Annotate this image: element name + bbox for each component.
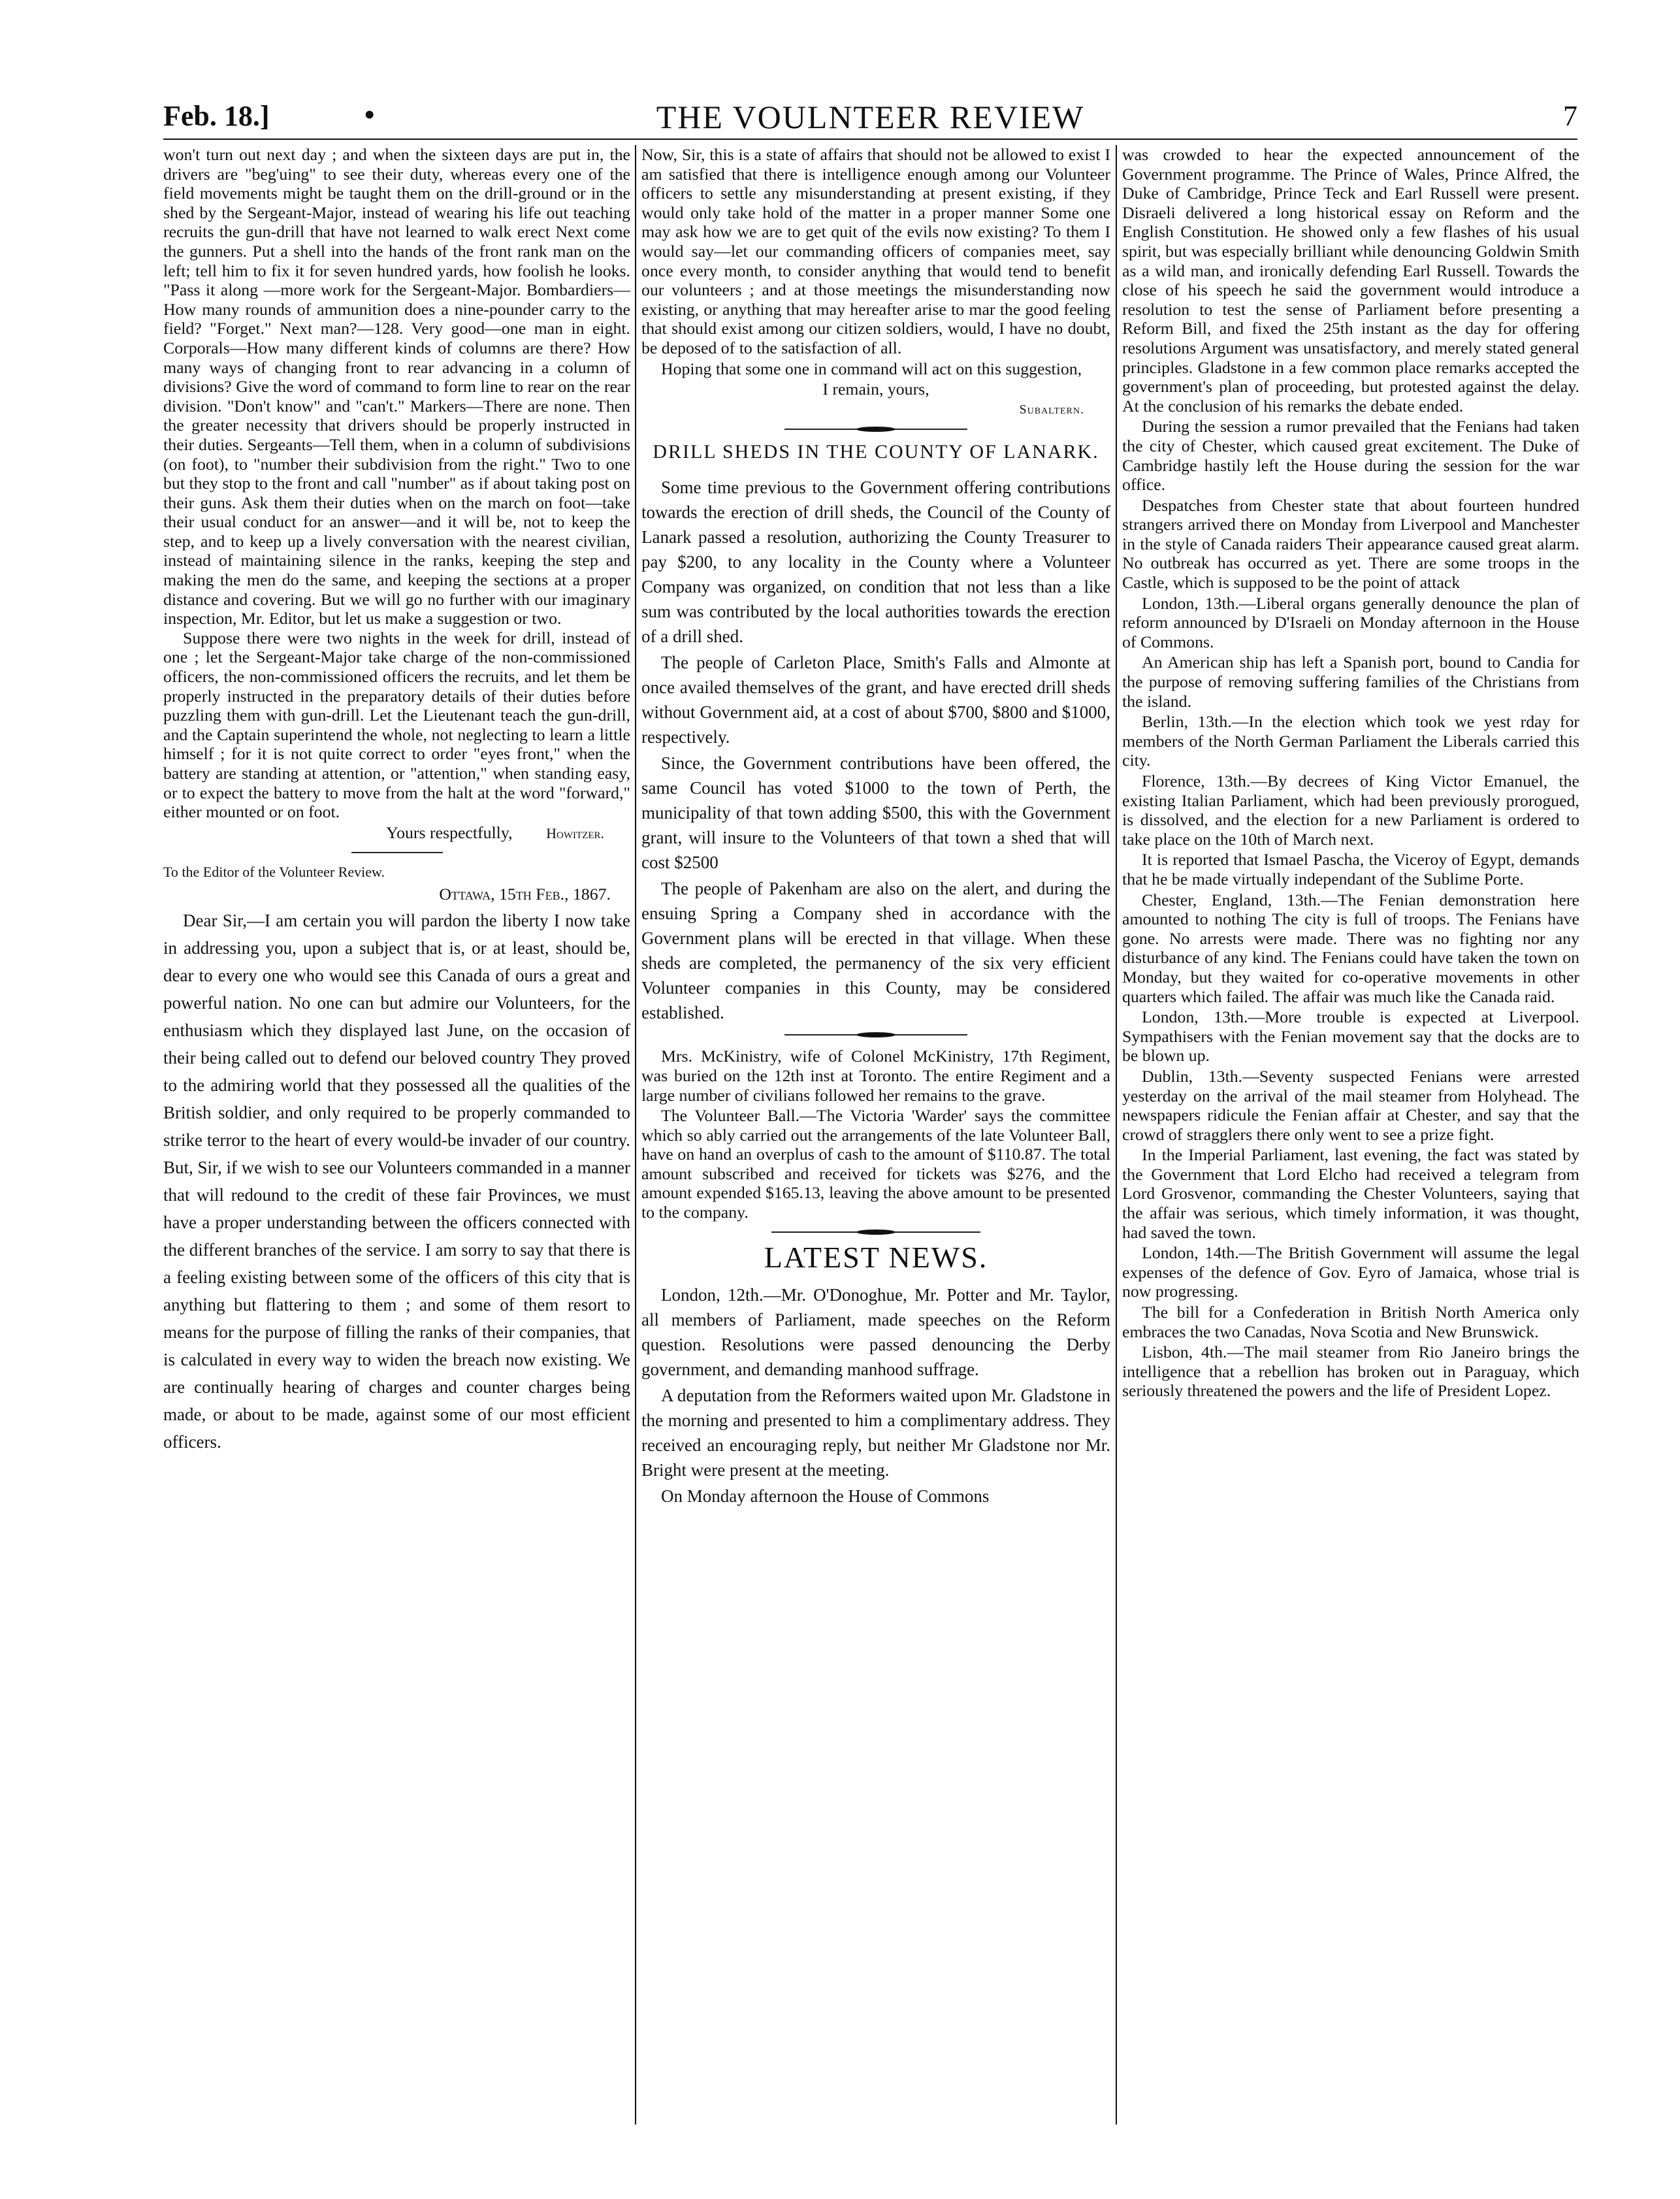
paragraph: Florence, 13th.—By decrees of King Victor Emanuel, the existing Italian Parliament, which had been previously prorogued, is dissolved, and the election for a new Parliament is ordered to take place on the 10th of March next. xyxy=(1122,772,1579,849)
paragraph: was crowded to hear the expected announcement of the Government programme. The Prince of Wales, Prince Alfred, the Duke of Cambridge, Prince Teck and Earl Russell were present. Disraeli delivered a long historical essay on Reform and the English Constitution. He showed only a few flashes of his usual spirit, but was especially brilliant while denouncing Goldwin Smith as a wild man, and ironically defending Earl Russell. Towards the close of his speech he said the government would introduce a resolution to test the sense of Parliament before presenting a Reform Bill, and fixed the 25th instant as the day for offering resolutions Argument was unsatisfactory, and merely stated general principles. Gladstone in a few common place remarks accepted the government's plan of proceeding, but protested against the delay. At the conclusion of his remarks the debate ended. xyxy=(1122,145,1579,415)
paragraph: During the session a rumor prevailed that the Fenians had taken the city of Chester, which caused great excitement. The Duke of Cambridge hastily left the House during the session for the war office. xyxy=(1122,417,1579,495)
paragraph: London, 14th.—The British Government will assume the legal expenses of the defence of Gov. Eyro of Jamaica, whose trial is now progressing. xyxy=(1122,1243,1579,1301)
paragraph: Hoping that some one in command will act on this suggestion, xyxy=(661,359,1082,378)
paragraph: London, 12th.—Mr. O'Donoghue, Mr. Potter and Mr. Taylor, all members of Parliament, made speeches on the Reform question. Resolutions were passed denouncing the Derby government, and demanding manhood suffrage. xyxy=(641,1285,1110,1380)
column-1 xyxy=(163,145,630,2125)
paragraph: London, 13th.—Liberal organs generally denounce the plan of reform announced by D'Israeli on Monday afternoon in the House of Commons. xyxy=(1122,593,1579,651)
page-number: 7 xyxy=(1563,100,1577,132)
section-separator xyxy=(771,1231,980,1235)
letter-signature: Howitzer. xyxy=(546,824,604,841)
separator-ornament-icon xyxy=(856,427,896,432)
section-separator xyxy=(784,1034,967,1037)
paragraph: Now, Sir, this is a state of affairs that should not be allowed to exist I am satisfied that there is intelligence enough among our Volunteer officers to settle any misunderstanding at present existing, if they would only take hold of the matter in a proper manner Some one may ask how we are to get quit of the evils now existing? To them I would say—let our commanding officers of companies meet, say once every month, to consider anything that would tend to benefit our volunteers ; and at those meetings the misunderstanding now existing, or anything that may hereafter arise to mar the good feeling that should exist among our citizen soldiers, would, I have no doubt, be deposed of to the satisfaction of all. xyxy=(641,145,1110,357)
column-3 xyxy=(1122,145,1579,2125)
separator-ornament-icon xyxy=(856,1032,896,1037)
letter-dateline: Ottawa, 15th Feb., 1867. xyxy=(439,884,611,904)
paragraph: won't turn out next day ; and when the sixteen days are put in, the drivers are "beg'uing" to see their duty, whereas every one of the field movements might be taught them on the drill-ground or in the shed by the Sergeant-Major, instead of wearing his life out teaching recruits the gun-drill that have not learned to walk erect Next come the gunners. Put a shell into the hands of the front rank man on the left; tell him to fix it for seven hundred yards, how foolish he looks. "Pass it along —more work for the Sergeant-Major. Bombardiers—How many rounds of ammunition does a nine-pounder carry to the field? "Forget." Next man?—128. Very good—one man in eight. Corporals—How many different kinds of columns are there? How many ways of changing front to rear advancing in a column of divisions? Give the word of command to form line to rear on the rear division. "Don't know" and "can't." Markers—There are none. Then the greater necessity that drivers should be properly instructed in their duties. Sergeants—Tell them, when in a column of subdivisions (on foot), to "number their subdivision from the right." Two to one but they stop to the front and call "number" as if about taking post on their guns. Ask them their duties when on the march on foot—take their usual conduct for an answer—and it will be, not to keep the step, and to keep up a lively conversation with the nearest civilian, instead of maintaining silence in the ranks, keeping the step and making the men do the same, and keeping the sections at a proper distance and covering. But we will go no further with our imaginary inspection, Mr. Editor, but let us make a suggestion or two. xyxy=(163,145,630,628)
paragraph: The bill for a Confederation in British North America only embraces the two Canadas, Nova Scotia and New Brunswick. xyxy=(1122,1303,1579,1341)
column-2 xyxy=(641,145,1110,2125)
paragraph: The people of Carleton Place, Smith's Falls and Almonte at once availed themselves of the grant, and have erected drill sheds without Government aid, at a cost of about $700, $800 and $1000, respectively. xyxy=(641,653,1110,747)
paragraph: Some time previous to the Government offering contributions towards the erection of drill sheds, the Council of the County of Lanark passed a resolution, authorizing the County Treasurer to pay $200, to any locality in the County where a Volunteer Company was organized, on condition that not less than a like sum was contributed by the local authorities towards the erection of a drill shed. xyxy=(641,478,1110,647)
paragraph: Lisbon, 4th.—The mail steamer from Rio Janeiro brings the intelligence that a rebellion has broken out in Paraguay, which seriously threatened the powers and the life of President Lopez. xyxy=(1122,1343,1579,1401)
page-header xyxy=(163,98,1577,138)
paragraph: It is reported that Ismael Pascha, the Viceroy of Egypt, demands that he be made virtually independant of the Sublime Porte. xyxy=(1122,850,1579,888)
paragraph: Dublin, 13th.—Seventy suspected Fenians were arrested yesterday on the arrival of the mail steamer from Holyhead. The newspapers ridicule the Fenian affair at Chester, and say that the crowd of stragglers there only went to see a prize fight. xyxy=(1122,1066,1579,1144)
paragraph: The people of Pakenham are also on the alert, and during the ensuing Spring a Company shed in accordance with the Government plans will be erected in that village. When these sheds are completed, the permanency of the six very efficient Volunteer companies in this County, may be considered established. xyxy=(641,879,1110,1023)
paragraph: In the Imperial Parliament, last evening, the fact was stated by the Government that Lord Elcho had received a telegram from Lord Grosvenor, commanding the Chester Volunteers, saying that the affair was serious, which timely information, it was thought, had saved the town. xyxy=(1122,1145,1579,1242)
column-rule-1 xyxy=(635,145,636,2125)
paragraph: Suppose there were two nights in the week for drill, instead of one ; let the Sergeant-Major take charge of the non-commissioned officers, the non-commissioned officers the recruits, and let them be properly instructed in the preparatory details of their duties before puzzling them with gun-drill. Let the Lieutenant teach the gun-drill, and the Captain superintend the whole, not neglecting to learn a little himself ; for it is not quite correct to order "eyes front," when the battery are standing at attention, or "attention," when standing easy, or to expect the battery to move from the halt at the word "forward," either mounted or on foot. xyxy=(163,628,630,822)
paragraph: On Monday afternoon the House of Commons xyxy=(661,1486,990,1507)
article-heading: DRILL SHEDS IN THE COUNTY OF LANARK. xyxy=(653,441,1099,463)
paragraph: Berlin, 13th.—In the election which took we yest rday for members of the North German Parliament the Liberals carried this city. xyxy=(1122,712,1579,770)
separator-ornament-icon xyxy=(856,1230,896,1235)
paragraph: An American ship has left a Spanish port, bound to Candia for the purpose of removing suffering families of the Christians from the island. xyxy=(1122,653,1579,711)
header-rule xyxy=(163,138,1577,140)
sign-off-text: Yours respectfully, xyxy=(386,823,513,842)
paragraph: Despatches from Chester state that about fourteen hundred strangers arrived there on Monday from Liverpool and Manchester in the style of Canada raiders Their appearance caused great alarm. No outbreak has occurred as yet. There are some troops in the Castle, which is supposed to be the point of attack xyxy=(1122,495,1579,593)
letter-signature: Subaltern. xyxy=(1019,402,1084,417)
letter-closing: I remain, yours, xyxy=(822,380,929,399)
paragraph: The Volunteer Ball.—The Victoria 'Warder' says the committee which so ably carried out the arrangements of the late Volunteer Ball, have on hand an overplus of cash to the amount of $110.87. The total amount subscribed and received for tickets was $276, and the amount expended $165.13, leaving the above amount to be presented to the company. xyxy=(641,1106,1110,1222)
section-separator xyxy=(351,852,443,853)
paragraph: London, 13th.—More trouble is expected at Liverpool. Sympathisers with the Fenian movement say that the docks are to be blown up. xyxy=(1122,1007,1579,1066)
section-separator xyxy=(784,429,967,432)
paragraph: Chester, England, 13th.—The Fenian demonstration here amounted to nothing The city is full of troops. The Fenians have gone. No arrests were made. There was no fighting nor any disturbance of any kind. The Fenians could have taken the town on Monday, but they waited for co-operative movements in other quarters which failed. The affair was much like the Canada raid. xyxy=(1122,890,1579,1006)
publication-title: THE VOULNTEER REVIEW xyxy=(656,99,1085,135)
header-ornament: • xyxy=(364,99,375,131)
paragraph: Dear Sir,—I am certain you will pardon the liberty I now take in addressing you, upon a subject that is, or at least, should be, dear to every one who would see this Canada of ours a great and powerful nation. No one can but admire our Volunteers, for the enthusiasm which they displayed last June, on the occasion of their being called out to defend our beloved country They proved to the admiring world that they possessed all the qualities of the British soldier, and only required to be properly commanded to strike terror to the heart of every would-be invader of our country. But, Sir, if we wish to see our Volunteers commanded in a manner that will redound to the credit of these fair Provinces, we must have a proper understanding between the officers connected with the different branches of the service. I am sorry to say that there is a feeling existing between some of the officers of this city that is anything but flattering to them ; and some of them resort to means for the purpose of filling the ranks of their companies, that is calculated in every way to widen the breach now existing. We are continually hearing of charges and counter charges being made, or about to be made, against some of our most efficient officers. xyxy=(163,910,630,1452)
paragraph: Since, the Government contributions have been offered, the same Council has voted $1000 to the town of Perth, the municipality of that town adding $500, this with the Government grant, will insure to the Volunteers of that town a shed that will cost $2500 xyxy=(641,753,1110,873)
letter-addressee: To the Editor of the Volunteer Review. xyxy=(163,864,385,881)
paragraph: Mrs. McKinistry, wife of Colonel McKinistry, 17th Regiment, was buried on the 12th inst at Toronto. The entire Regiment and a large number of civilians followed her remains to the grave. xyxy=(641,1047,1110,1105)
letter-sign-off xyxy=(163,823,630,843)
issue-date: Feb. 18.] xyxy=(163,100,270,132)
paragraph: A deputation from the Reformers waited upon Mr. Gladstone in the morning and presented to him a complimentary address. They received an encouraging reply, but neither Mr Gladstone nor Mr. Bright were present at the meeting. xyxy=(641,1386,1110,1480)
latest-news-heading: LATEST NEWS. xyxy=(764,1240,988,1274)
column-rule-2 xyxy=(1116,145,1117,2125)
